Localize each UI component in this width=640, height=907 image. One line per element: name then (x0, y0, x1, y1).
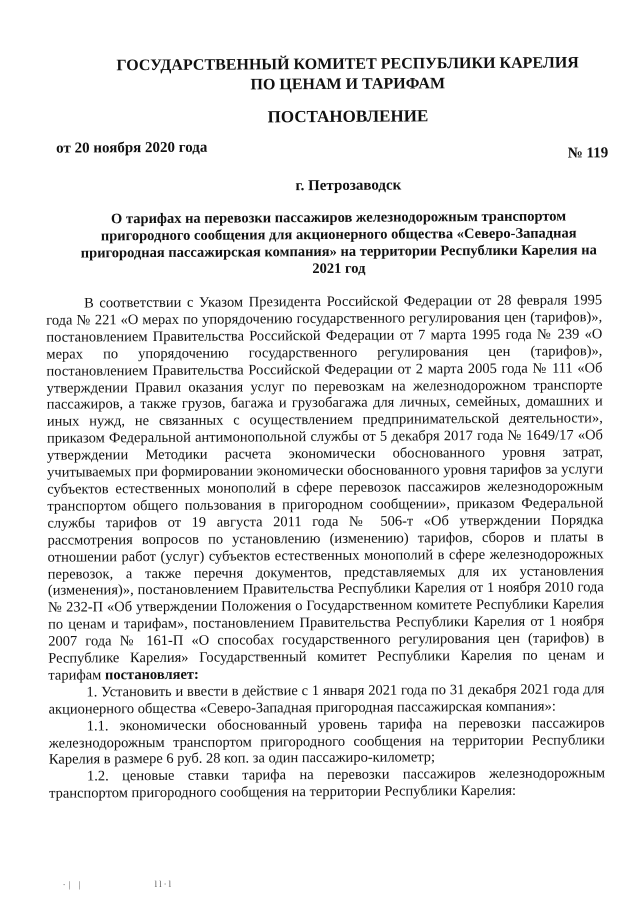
document-type: ПОСТАНОВЛЕНИЕ (267, 106, 429, 127)
document-body (46, 292, 605, 803)
agency-name (88, 53, 608, 96)
resolves-word: постановляет: (104, 666, 199, 684)
preamble-text: В соответствии с Указом Президента Российской Федерации от 28 февраля 1995 года № 221 «О мерах по упорядочению государственного регулирования цен (тарифов)», постановлением Правительства Российской Федерации от 7 марта 1995 года № 239 «О мерах по упорядочению государственного регулирования цен (тарифов)», постановлением Правительства Российской Федерации от 2 марта 2005 года № 111 «Об утверждении Правил оказания услуг по перевозкам на железнодорожном транспорте пассажиров, а также грузов, багажа и грузобагажа для личных, семейных, домашних и иных нужд, не связанных с осуществлением предпринимательской деятельности», приказом Федеральной антимонопольной службы от 5 декабря 2017 года № 1649/17 «Об утверждении Методики расчета экономически обоснованного уровня затрат, учитываемых при формировании экономически обоснованного уровня тарифов за услуги субъектов естественных монополий в сфере перевозок пассажиров железнодорожным транспортом общего пользования в пригородном сообщении», приказом Федеральной службы тарифов от 19 августа 2011 года № 506-т «Об утверждении Порядка рассмотрения вопросов по установлению (изменению) тарифов, сборов и платы в отношении работ (услуг) субъектов естественных монополий в сфере железнодорожных перевозок, а также перечня документов, представляемых для их установления (изменения)», постановлением Правительства Республики Карелия от 1 ноября 2010 года № 232-П «Об утверждении Положения о Государственном комитете Республики Карелия по ценам и тарифам», постановлением Правительства Республики Карелия от 1 ноября 2007 года № 161-П «О способах государственного регулирования цен (тарифов) в Республике Карелия» Государственный комитет Республики Карелия по ценам и тарифам (46, 292, 605, 684)
footer-scan-marks-mid: ll·l (154, 878, 174, 890)
document-subject: О тарифах на перевозки пассажиров железнодорожным транспортом пригородного сообщения для акционерного общества «Северо-Западная пригородная пассажирская компания» на территории Республики Карелия на 2021 год (80, 208, 597, 278)
agency-line-2: ПО ЦЕНАМ И ТАРИФАМ (250, 75, 446, 94)
agency-line-1: ГОСУДАРСТВЕННЫЙ КОМИТЕТ РЕСПУБЛИКИ КАРЕЛИЯ (116, 54, 579, 75)
item-1-2: 1.2. ценовые ставки тарифа на перевозки пассажиров железнодорожным транспортом пригородного сообщения на территории Республики Карелия: (49, 765, 606, 802)
document-number: № 119 (567, 145, 609, 162)
document-date: от 20 ноября 2020 года (56, 139, 208, 157)
item-1: 1. Установить и ввести в действие с 1 января 2021 года по 31 декабря 2021 года для акционерного общества «Северо-Западная пригородная пассажирская компания»: (48, 681, 605, 718)
preamble-paragraph (46, 292, 604, 684)
footer-scan-marks-left: ·| | (62, 879, 84, 890)
item-1-1: 1.1. экономически обоснованный уровень тарифа на перевозки пассажиров железнодорожным транспортом пригородного сообщения на территории Республики Карелия в размере 6 руб. 28 коп. за один пассажиро-километр; (48, 714, 605, 769)
document-city: г. Петрозаводск (295, 177, 402, 195)
